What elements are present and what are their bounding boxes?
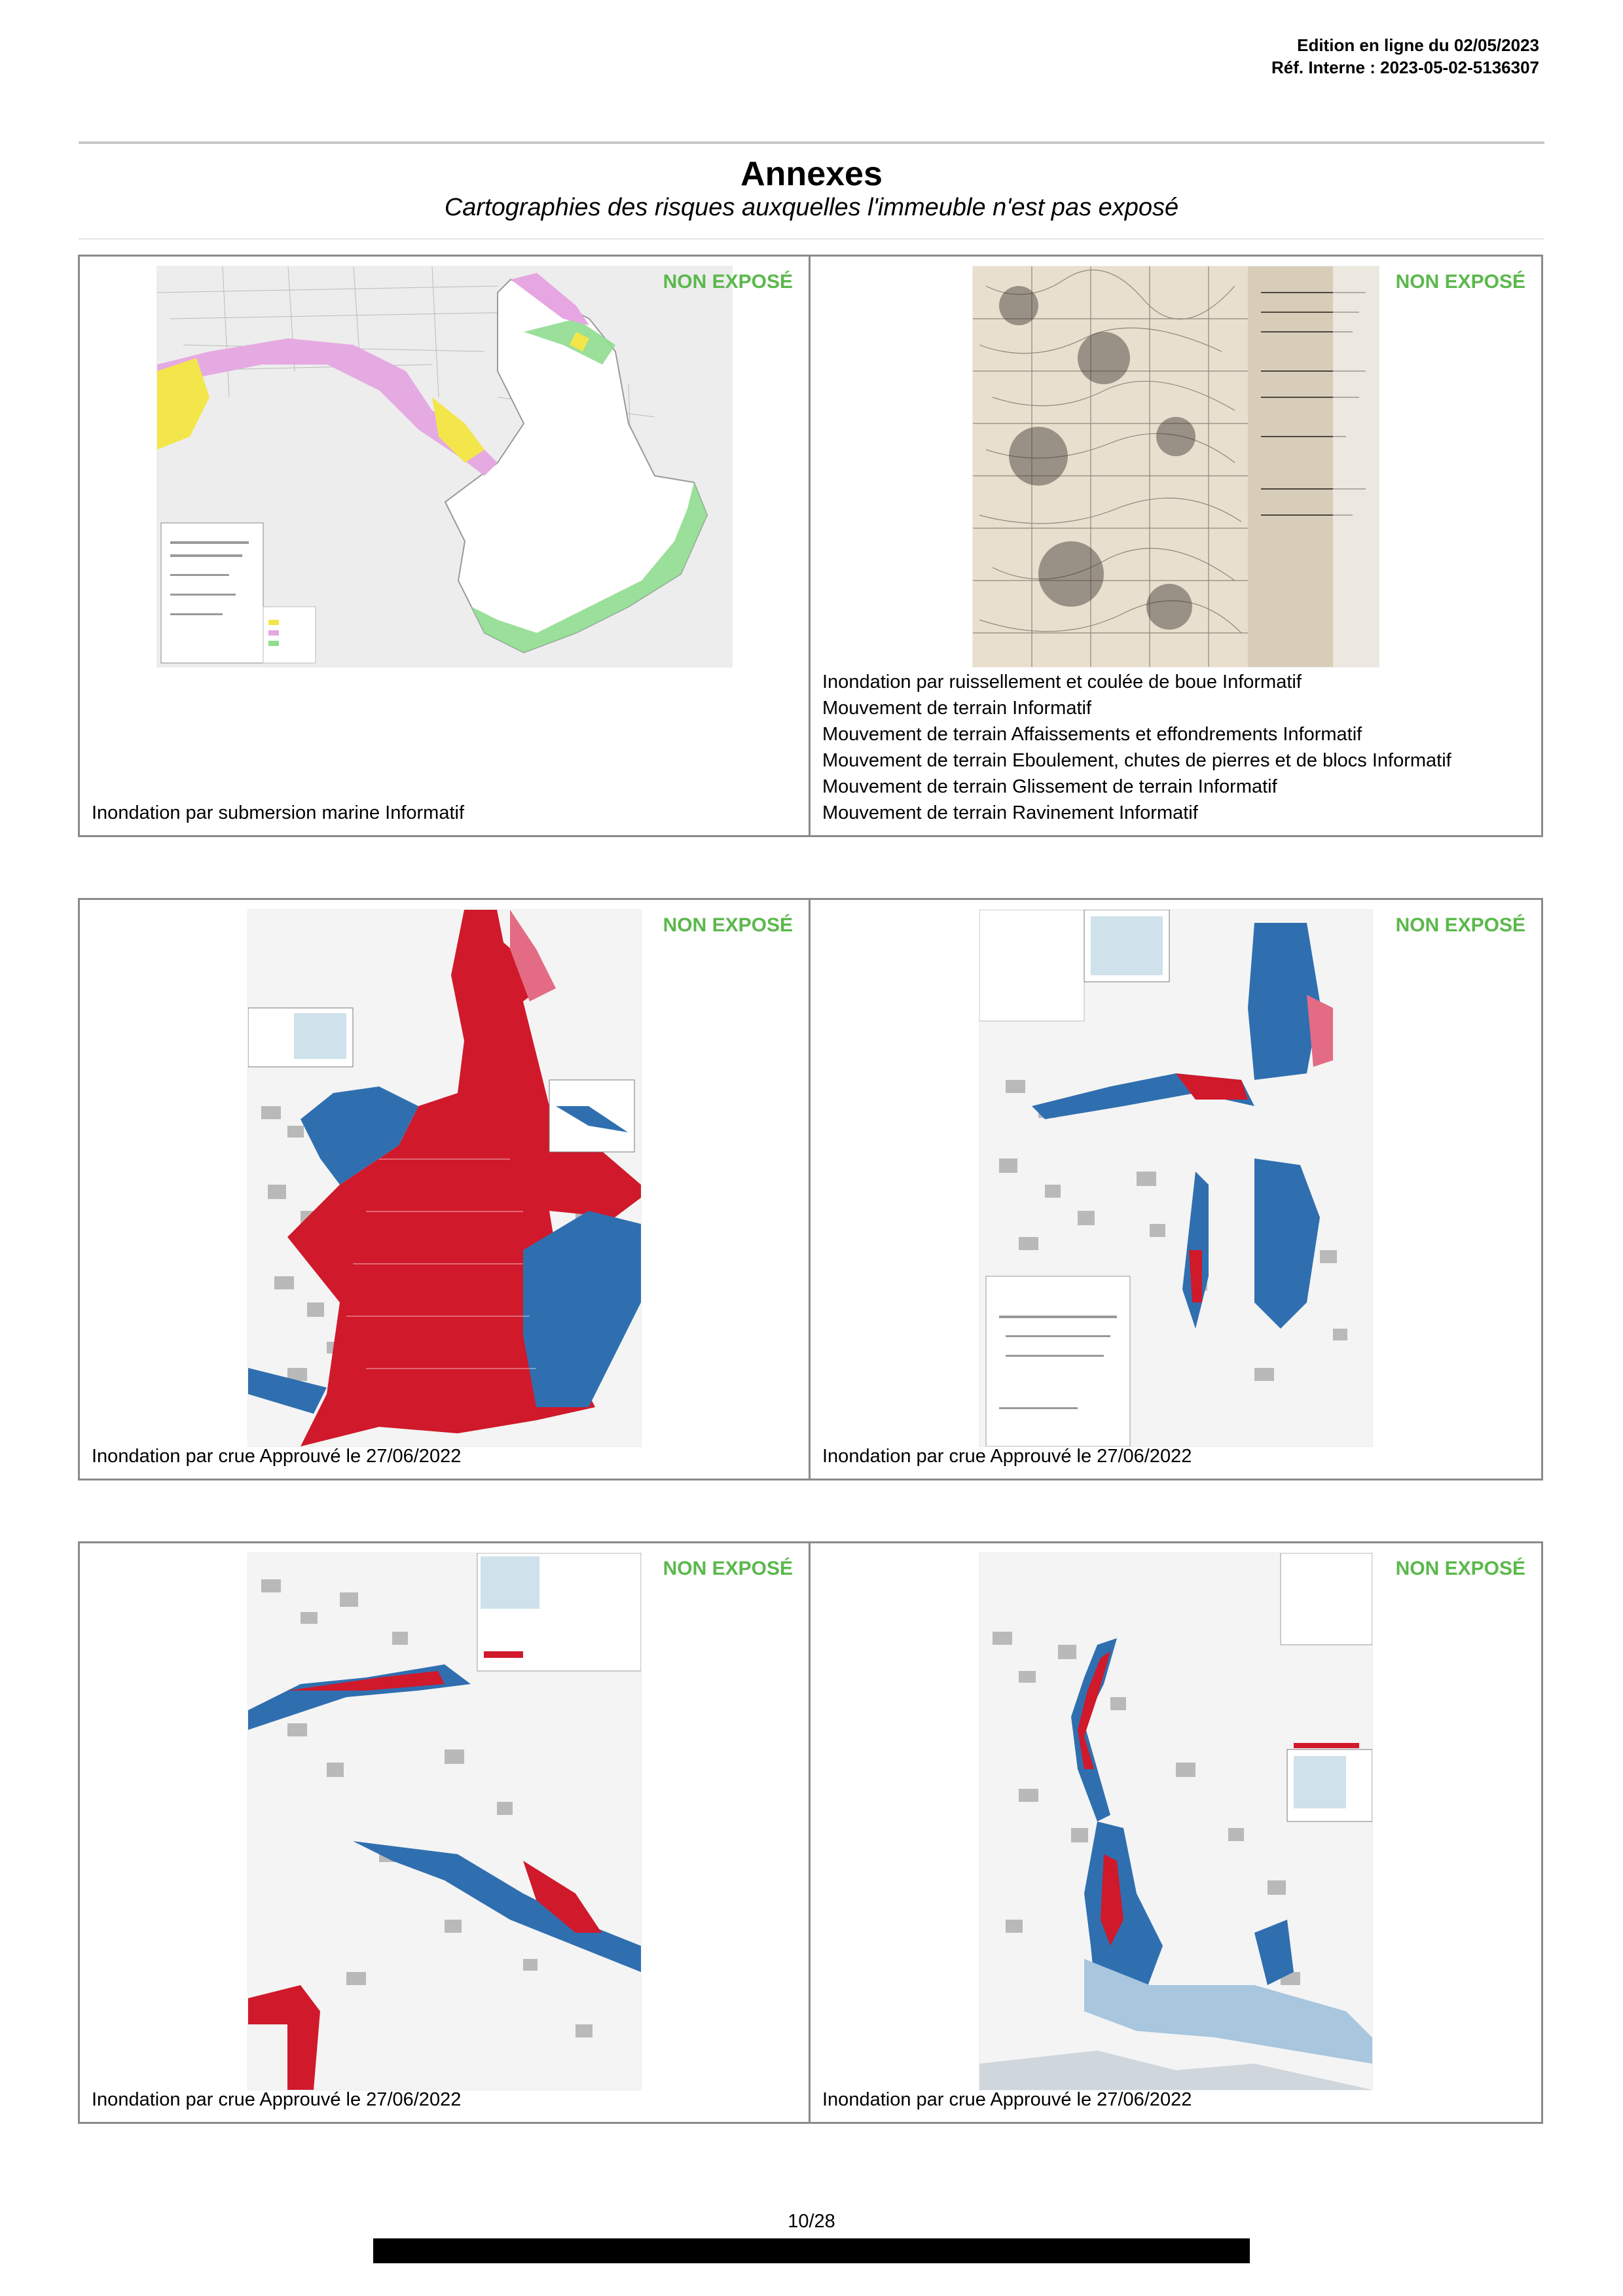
risk-map-image [972, 266, 1379, 668]
risk-cell [80, 900, 811, 1479]
risk-label: Mouvement de terrain Eboulement, chutes de pierres et de blocs Informatif [822, 750, 1451, 771]
page-subtitle: Cartographies des risques auxquelles l'immeuble n'est pas exposé [444, 194, 1179, 221]
risk-label: Inondation par crue Approuvé le 27/06/2022 [822, 1446, 1192, 1467]
risk-cell [811, 1543, 1541, 2122]
risk-label: Mouvement de terrain Affaissements et effondrements Informatif [822, 724, 1362, 745]
annex-row-2 [78, 898, 1543, 1480]
risk-label: Inondation par crue Approuvé le 27/06/2022 [92, 1446, 462, 1467]
risk-labels [92, 1443, 797, 1469]
exposure-status: NON EXPOSÉ [663, 271, 793, 293]
risk-label: Inondation par ruissellement et coulée de boue Informatif [822, 672, 1302, 692]
internal-reference: Réf. Interne : 2023-05-02-5136307 [1271, 58, 1539, 77]
risk-labels [92, 800, 797, 826]
title-divider [79, 238, 1544, 240]
annex-row-3 [78, 1541, 1543, 2124]
header-divider [79, 141, 1544, 144]
page-title: Annexes [740, 155, 883, 193]
page-number: 10/28 [788, 2211, 835, 2232]
exposure-status: NON EXPOSÉ [1395, 271, 1525, 293]
risk-label: Mouvement de terrain Ravinement Informatif [822, 802, 1198, 823]
risk-label: Inondation par crue Approuvé le 27/06/2022 [92, 2089, 462, 2110]
risk-map-image [979, 1552, 1373, 2090]
risk-cell [80, 257, 811, 835]
footer-bar [373, 2238, 1250, 2263]
exposure-status: NON EXPOSÉ [663, 914, 793, 936]
exposure-status: NON EXPOSÉ [1395, 914, 1525, 936]
risk-labels [92, 2087, 797, 2113]
risk-labels [822, 669, 1529, 826]
risk-label: Mouvement de terrain Informatif [822, 698, 1092, 719]
risk-label: Inondation par submersion marine Informatif [92, 802, 465, 823]
risk-map-image [979, 909, 1373, 1447]
risk-cell [811, 900, 1541, 1479]
risk-map-image [247, 909, 642, 1447]
exposure-status: NON EXPOSÉ [1395, 1558, 1525, 1579]
risk-map-image [247, 1552, 642, 2090]
risk-map-image [156, 266, 733, 668]
risk-labels [822, 1443, 1529, 1469]
risk-label: Mouvement de terrain Glissement de terrain Informatif [822, 776, 1277, 797]
document-header [1271, 34, 1539, 79]
risk-labels [822, 2087, 1529, 2113]
risk-cell [80, 1543, 811, 2122]
exposure-status: NON EXPOSÉ [663, 1558, 793, 1579]
risk-cell [811, 257, 1541, 835]
edition-date: Edition en ligne du 02/05/2023 [1297, 35, 1539, 55]
risk-label: Inondation par crue Approuvé le 27/06/2022 [822, 2089, 1192, 2110]
annex-row-1 [78, 255, 1543, 837]
